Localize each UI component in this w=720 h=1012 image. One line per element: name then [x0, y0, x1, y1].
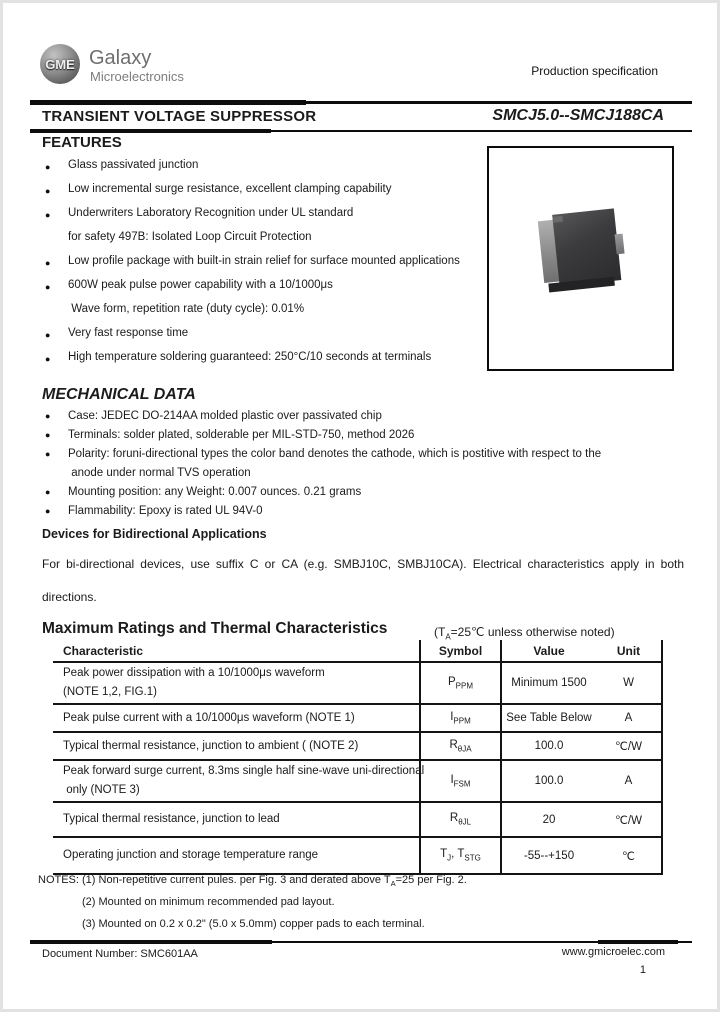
bullet-text: Polarity: foruni-directional types the color band denotes the cathode, which is postitive with respect to the — [68, 448, 602, 460]
cell-value: 20 — [501, 802, 596, 837]
bullet-spacer — [45, 231, 68, 234]
col-header-symbol: Symbol — [420, 640, 501, 662]
bullet-text: Underwriters Laboratory Recognition under UL standard — [68, 207, 354, 219]
cell-symbol: $I_{PPM}$ — [420, 704, 501, 732]
header-rule-left — [30, 100, 306, 105]
cell-characteristic — [53, 760, 425, 802]
logo-monogram: GME — [45, 56, 75, 72]
bullet-item — [45, 429, 685, 448]
bullet-text: for safety 497B: Isolated Loop Circuit Protection — [68, 231, 312, 243]
bullet-item — [45, 505, 685, 524]
bullet-text: anode under normal TVS operation — [68, 467, 251, 479]
website-url: www.gmicroelec.com — [561, 946, 665, 958]
cell-unit: A — [596, 760, 662, 802]
cell-unit: A — [596, 704, 662, 732]
bullet-text: Wave form, repetition rate (duty cycle): 0.01% — [68, 303, 305, 315]
bullet-item — [45, 279, 490, 303]
cell-symbol: $T_J$, $T_{STG}$ — [420, 837, 501, 874]
test-condition-note — [434, 625, 615, 641]
cell-symbol: $I_{FSM}$ — [420, 760, 501, 802]
title-rule-left — [30, 129, 271, 133]
cell-unit: ℃ — [596, 837, 662, 874]
cell-value: 100.0 — [501, 760, 596, 802]
cell-unit: ℃/W — [596, 732, 662, 760]
cell-characteristic — [53, 662, 420, 704]
title-rule-right — [271, 130, 692, 132]
bullet-item — [45, 448, 685, 467]
bullet-item — [45, 183, 490, 207]
characteristic-line: Peak pulse current with a 10/1000μs waveform (NOTE 1) — [63, 711, 355, 724]
table-row — [53, 732, 662, 760]
bullet-item — [45, 255, 490, 279]
bullet-icon: ● — [45, 258, 51, 268]
bullet-item — [45, 351, 490, 375]
condition-sub: A — [445, 632, 451, 642]
bullet-icon: ● — [45, 210, 51, 220]
bidirectional-paragraph: For bi-directional devices, use suffix C or CA (e.g. SMBJ10C, SMBJ10CA). Electrical characteristics apply in both directions. — [42, 557, 684, 604]
col-header-unit: Unit — [596, 640, 662, 662]
bidirectional-heading: Devices for Bidirectional Applications — [42, 527, 267, 541]
table-row — [53, 837, 662, 874]
characteristic-line: Typical thermal resistance, junction to ambient ( (NOTE 2) — [63, 739, 359, 752]
bullet-text: High temperature soldering guaranteed: 250°C/10 seconds at terminals — [68, 351, 432, 363]
cell-symbol: $P_{PPM}$ — [420, 662, 501, 704]
table-header-row — [53, 640, 662, 662]
bullet-text: Flammability: Epoxy is rated UL 94V-0 — [68, 505, 263, 517]
header-rule-right — [306, 101, 692, 104]
col-header-value: Value — [501, 640, 596, 662]
bullet-icon: ● — [45, 506, 51, 516]
mechanical-data-list — [45, 410, 685, 524]
bullet-icon: ● — [45, 162, 51, 172]
bullet-item-continuation — [45, 303, 490, 327]
cell-characteristic — [53, 732, 420, 760]
bullet-text: Terminals: solder plated, solderable per MIL-STD-750, method 2026 — [68, 429, 415, 441]
bullet-item — [45, 159, 490, 183]
bullet-spacer — [45, 467, 68, 468]
characteristic-line: (NOTE 1,2, FIG.1) — [63, 686, 157, 698]
bullet-icon: ● — [45, 411, 51, 421]
characteristic-line: Peak power dissipation with a 10/1000μs waveform — [63, 667, 325, 679]
table-row — [53, 760, 662, 802]
characteristic-line: Peak forward surge current, 8.3ms single half sine-wave uni-directional — [63, 765, 425, 777]
bullet-icon: ● — [45, 487, 51, 497]
cell-value: See Table Below — [501, 704, 596, 732]
bullet-text: Glass passivated junction — [68, 159, 199, 171]
company-subname: Microelectronics — [90, 69, 184, 84]
bullet-icon: ● — [45, 330, 51, 340]
table-row — [53, 662, 662, 704]
table-row — [53, 704, 662, 732]
gme-logo-icon — [40, 44, 80, 84]
page-number: 1 — [639, 964, 646, 976]
cell-symbol: $R_{\theta JL}$ — [420, 802, 501, 837]
package-photo-frame — [487, 146, 674, 371]
features-heading: FEATURES — [42, 134, 122, 151]
part-number-range: SMCJ5.0--SMCJ188CA — [492, 107, 664, 124]
bullet-item-continuation — [45, 467, 685, 486]
production-specification-label: Production specification — [531, 64, 658, 78]
company-name: Galaxy — [89, 47, 152, 69]
smd-package-image — [537, 208, 625, 292]
bullet-icon: ● — [45, 449, 51, 459]
document-title: TRANSIENT VOLTAGE SUPPRESSOR — [42, 108, 317, 125]
cell-characteristic — [53, 704, 420, 732]
footer-rule-left — [30, 940, 272, 944]
cell-value: 100.0 — [501, 732, 596, 760]
footer-rule-right — [598, 940, 678, 944]
bullet-text: Low profile package with built-in strain relief for surface mounted applications — [68, 255, 460, 267]
cell-unit: ℃/W — [596, 802, 662, 837]
package-right-tab — [615, 234, 625, 255]
bullet-item — [45, 486, 685, 505]
bullet-text: 600W peak pulse power capability with a 10/1000μs — [68, 279, 333, 291]
cell-value: Minimum 1500 — [501, 662, 596, 704]
characteristic-line: only (NOTE 3) — [63, 784, 140, 796]
characteristic-line: Operating junction and storage temperature range — [63, 849, 319, 861]
cell-value: -55--+150 — [501, 837, 596, 874]
bullet-icon: ● — [45, 186, 51, 196]
cell-characteristic — [53, 837, 420, 874]
bullet-text: Case: JEDEC DO-214AA molded plastic over passivated chip — [68, 410, 382, 422]
notes-block — [38, 874, 467, 940]
condition-post: =25℃ unless otherwise noted) — [450, 625, 615, 639]
package-notch — [552, 216, 563, 223]
bullet-item-continuation — [45, 231, 490, 255]
note-line: (2) Mounted on minimum recommended pad layout. — [82, 896, 335, 908]
mechanical-data-heading: MECHANICAL DATA — [42, 386, 196, 403]
bullet-text: Mounting position: any Weight: 0.007 ounces. 0.21 grams — [68, 486, 362, 498]
document-number: Document Number: SMC601AA — [42, 948, 198, 960]
condition-pre: (T — [434, 625, 446, 639]
characteristic-line: Typical thermal resistance, junction to lead — [63, 813, 280, 825]
table-row — [53, 802, 662, 837]
features-list — [45, 159, 490, 375]
bullet-icon: ● — [45, 282, 51, 292]
cell-unit: W — [596, 662, 662, 704]
bullet-item — [45, 207, 490, 231]
cell-characteristic — [53, 802, 420, 837]
note-line: NOTES: (1) Non-repetitive current pules. per Fig. 3 and derated above $T_A=25$ per Fig. 2. — [38, 874, 467, 889]
note-line: (3) Mounted on 0.2 x 0.2" (5.0 x 5.0mm) copper pads to each terminal. — [82, 918, 425, 930]
bullet-icon: ● — [45, 354, 51, 364]
cell-symbol: $R_{\theta JA}$ — [420, 732, 501, 760]
bullet-item — [45, 327, 490, 351]
bullet-spacer — [45, 303, 68, 306]
bullet-text: Very fast response time — [68, 327, 189, 339]
bullet-item — [45, 410, 685, 429]
max-ratings-heading: Maximum Ratings and Thermal Characteristics — [42, 620, 388, 637]
col-header-characteristic: Characteristic — [53, 640, 420, 662]
ratings-table — [53, 640, 663, 875]
bullet-text: Low incremental surge resistance, excellent clamping capability — [68, 183, 392, 195]
bullet-icon: ● — [45, 430, 51, 440]
